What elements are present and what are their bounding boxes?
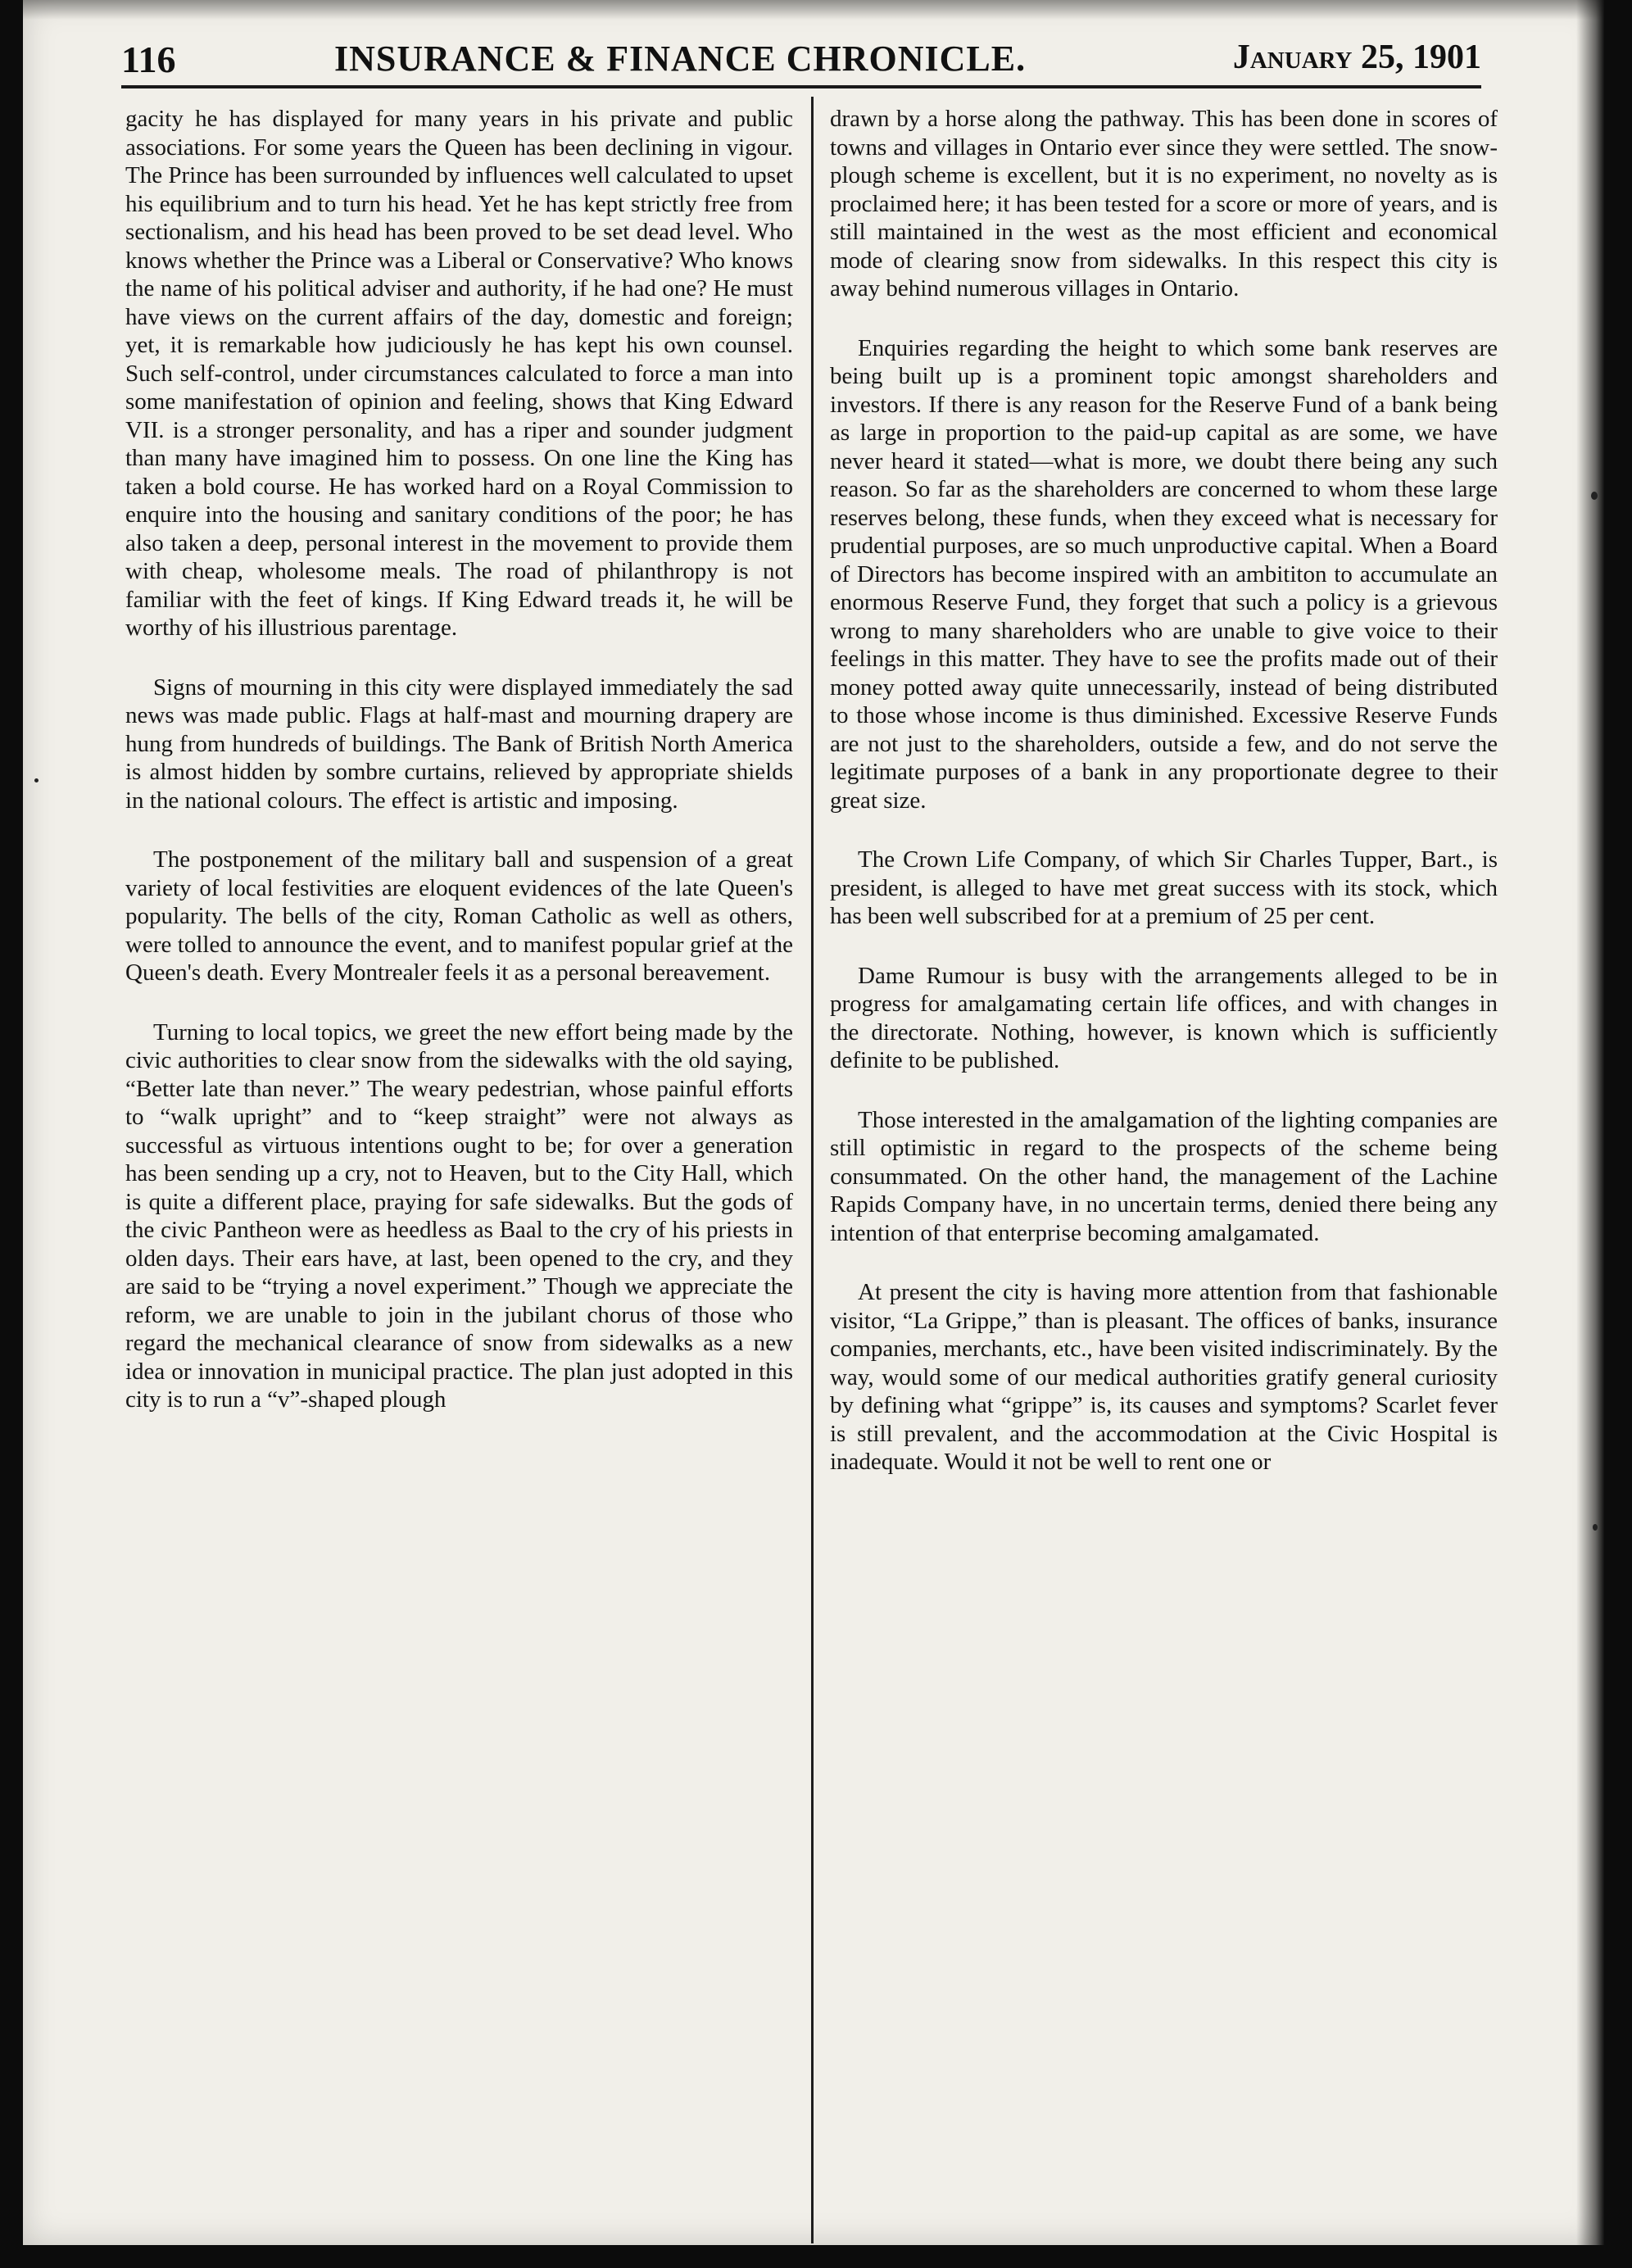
paragraph-snow-clearing: Turning to local topics, we greet the new effort being made by the civic authorities to clear snow from the sidewalks with the old saying, “Better late than never.” The weary pedestrian, whose painful efforts to “walk upright” and to “keep straight” were not always as successful as virtuous intentions ought to be; for over a generation has been sending up a cry, not to Heaven, but to the City Hall, which is quite a different place, praying for safe sidewalks. But the gods of the civic Pantheon were as heedless as Baal to the cry of his priests in olden days. Their ears have, at last, been opened to the cry, and they are said to be “trying a novel experiment.” Though we appreciate the reform, we are unable to join in the jubilant chorus of those who regard the mechanical clearance of snow from sidewalks as a new idea or innovation in municipal practice. The plan just adopted in this city is to run a “v”-shaped plough (125, 1018, 793, 1413)
paragraph-dame-rumour: Dame Rumour is busy with the arrangements alleged to be in progress for amalgamating certain life offices, and with changes in the directorate. Nothing, however, is known which is sufficiently definite to be published. (830, 962, 1498, 1073)
paragraph-signs-of-mourning: Signs of mourning in this city were displayed immediately the sad news was made public. Flags at half-mast and mourning drapery are hung from hundreds of buildings. The Bank of British North America is almost hidden by sombre curtains, relieved by appropriate shields in the national colours. The effect is artistic and imposing. (125, 674, 793, 814)
issue-date: January 25, 1901 (1232, 39, 1481, 76)
running-header (121, 31, 1481, 90)
paragraph-lighting-companies: Those interested in the amalgamation of the lighting companies are still optimistic in regard to the prospects of the scheme being consummated. On the other hand, the management of the Lachine Rapids Company have, in no uncertain terms, denied there being any intention of that enterprise becoming amalgamated. (830, 1106, 1498, 1246)
scan-shadow-top (23, 0, 1604, 20)
scan-speck (1591, 492, 1598, 500)
page-number: 116 (121, 39, 176, 80)
left-column (125, 105, 793, 1414)
right-column (830, 105, 1498, 1476)
header-rule (121, 85, 1481, 88)
scan-shadow-right (1576, 0, 1604, 2245)
paragraph-snow-plough: drawn by a horse along the pathway. This has been done in scores of towns and villages in Ontario ever since they were settled. The snow-plough scheme is excellent, but it is no experiment, no novelty as is proclaimed here; it has been tested for a score or more of years, and is still maintained in the west as the most efficient and economical mode of clearing snow from sidewalks. In this respect this city is away behind numerous villages in Ontario. (830, 106, 1498, 302)
column-divider (811, 97, 814, 2243)
paragraph-crown-life: The Crown Life Company, of which Sir Charles Tupper, Bart., is president, is alleged to have met great success with its stock, which has been well subscribed for at a premium of 25 per cent. (830, 846, 1498, 929)
journal-title: INSURANCE & FINANCE CHRONICLE. (334, 39, 1027, 79)
scan-speck (34, 778, 39, 782)
paragraph-bank-reserves: Enquiries regarding the height to which some bank reserves are being built up is a prominent topic amongst shareholders and investors. If there is any reason for the Reserve Fund of a bank being as large in proportion to the paid-up capital as are some, we have never heard it stated—what is more, we doubt there being any such reason. So far as the shareholders are concerned to whom these large reserves belong, these funds, when they exceed what is necessary for prudential purposes, are so much unproductive capital. When a Board of Directors has become inspired with an ambititon to accumulate an enormous Reserve Fund, they forget that such a policy is a grievous wrong to many shareholders who are unable to give voice to their feelings in this matter. They have to see the profits made out of their money potted away quite unnecessarily, instead of being distributed to those whose income is thus diminished. Excessive Reserve Funds are not just to the shareholders, outside a few, and do not serve the legitimate purposes of a bank in any proportionate degree to their great size. (830, 334, 1498, 814)
scan-speck (1593, 1524, 1598, 1531)
scanned-page (23, 0, 1604, 2245)
paragraph-king-edward: gacity he has displayed for many years in his private and public associations. For some years the Queen has been declining in vigour. The Prince has been surrounded by influences well calculated to upset his equilibrium and to turn his head. Yet he has kept strictly free from sectionalism, and his head has been proved to be set dead level. Who knows whether the Prince was a Liberal or Conservative? Who knows the name of his political adviser and authority, if he had one? He must have views on the current affairs of the day, domestic and foreign; yet, it is remarkable how judiciously he has kept his own counsel. Such self-control, under circumstances calculated to force a man into some manifestation of opinion and feeling, shows that King Edward VII. is a stronger personality, and has a riper and sounder judgment than many have imagined him to possess. On one line the King has taken a bold course. He has worked hard on a Royal Commission to enquire into the housing and sanitary conditions of the poor; he has also taken a deep, personal interest in the movement to provide them with cheap, wholesome meals. The road of philanthropy is not familiar with the feet of kings. If King Edward treads it, he will be worthy of his illustrious parentage. (125, 106, 793, 641)
paragraph-postponement: The postponement of the military ball and suspension of a great variety of local festivities are eloquent evidences of the late Queen's popularity. The bells of the city, Roman Catholic as well as others, were tolled to announce the event, and to manifest popular grief at the Queen's death. Every Montrealer feels it as a personal bereavement. (125, 846, 793, 986)
paragraph-la-grippe: At present the city is having more attention from that fashionable visitor, “La Grippe,” than is pleasant. The offices of banks, insurance companies, merchants, etc., have been visited indiscriminately. By the way, would some of our medical authorities gratify general curiosity by defining what “grippe” is, its causes and symptoms? Scarlet fever is still prevalent, and the accommodation at the Civic Hospital is inadequate. Would it not be well to rent one or (830, 1279, 1498, 1475)
